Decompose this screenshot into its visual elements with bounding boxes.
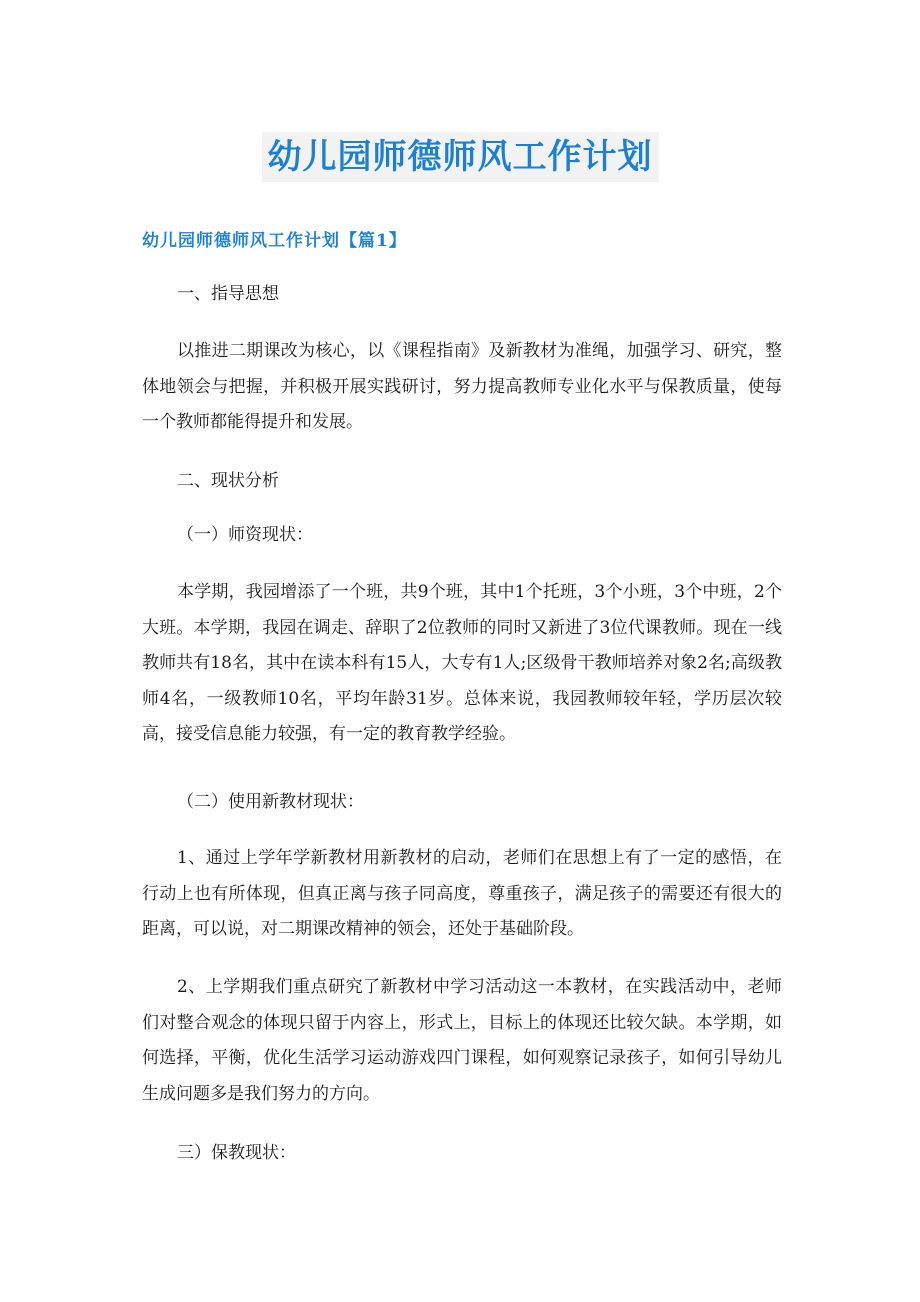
section-subtitle: 幼儿园师德师风工作计划【篇1】 bbox=[142, 231, 407, 251]
paragraph-guiding-ideology: 以推进二期课改为核心，以《课程指南》及新教材为准绳，加强学习、研究，整体地领会与把握，并积极开展实践研讨，努力提高教师专业化水平与保教质量，使每一个教师都能得提升和发展。 bbox=[142, 341, 782, 432]
heading-new-material-status: （二）使用新教材现状： bbox=[177, 792, 364, 812]
heading-guiding-ideology: 一、指导思想 bbox=[177, 284, 279, 304]
paragraph-new-material-2: 2、上学期我们重点研究了新教材中学习活动这一本教材，在实践活动中，老师们对整合观念的体现只留于内容上，形式上，目标上的体现还比较欠缺。本学期，如何选择，平衡，优化生活学习运动游戏四门课程，如何观察记录孩子，如何引导幼儿生成问题多是我们努力的方向。 bbox=[142, 977, 782, 1104]
paragraph-new-material-1: 1、通过上学年学新教材用新教材的启动，老师们在思想上有了一定的感悟，在行动上也有所体现，但真正离与孩子同高度，尊重孩子，满足孩子的需要还有很大的距离，可以说，对二期课改精神的领会，还处于基础阶段。 bbox=[142, 848, 782, 939]
heading-status-analysis: 二、现状分析 bbox=[177, 471, 279, 491]
document-title-text: 幼儿园师德师风工作计划 bbox=[262, 132, 659, 182]
heading-teacher-status: （一）师资现状： bbox=[177, 525, 313, 545]
document-title bbox=[0, 132, 920, 182]
paragraph-teacher-status: 本学期，我园增添了一个班，共9个班，其中1个托班，3个小班，3个中班，2个大班。本学期，我园在调走、辞职了2位教师的同时又新进了3位代课教师。现在一线教师共有18名，其中在读本科有15人，大专有1人;区级骨干教师培养对象2名;高级教师4名，一级教师10名，平均年龄31岁。总体来说，我园教师较年轻，学历层次较高，接受信息能力较强，有一定的教育教学经验。 bbox=[142, 582, 782, 744]
heading-care-education-status: 三）保教现状： bbox=[177, 1143, 296, 1163]
